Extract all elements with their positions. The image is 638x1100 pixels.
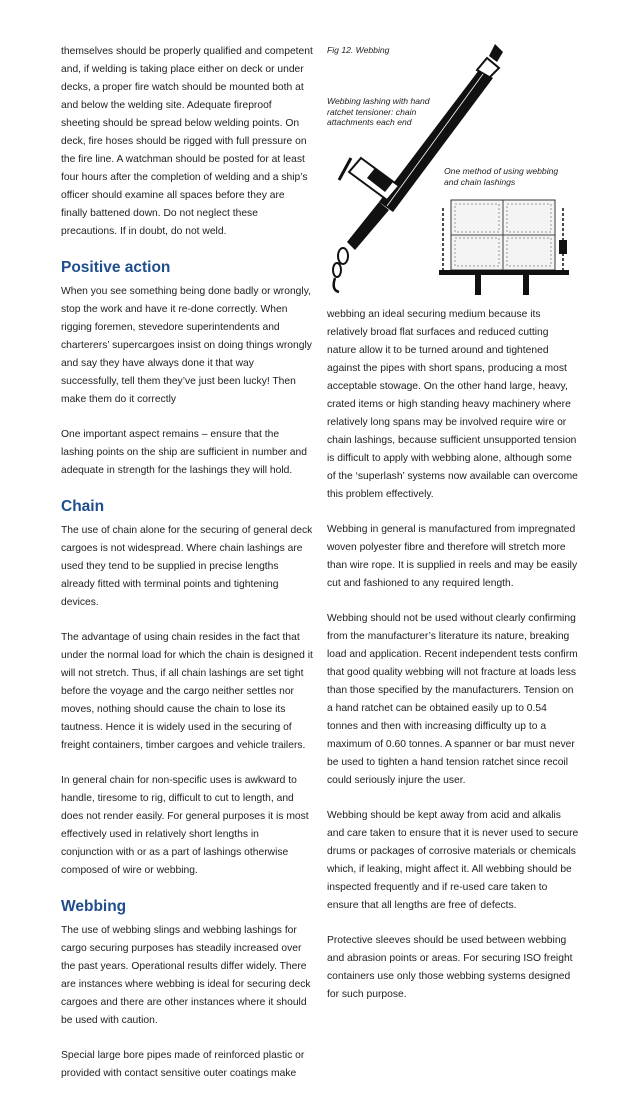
chain-link-icon [338,248,348,264]
top-hook-icon [489,44,503,62]
heading-webbing: Webbing [61,898,127,915]
caption-ratchet: Webbing lashing with hand ratchet tensioner: chain attachments each end [327,96,430,127]
paragraph-welding: themselves should be properly qualified and competent and, if welding is taking place either on deck or under decks, a proper fire watch should be mounted both at and below the welding site. Adequate fireproof sheeting should be spread below welding points. On deck, fire hoses should be rigged with full pressure on the fire line. A watchman should be posted for at least four hours after the completion of welding and a ship’s officer should examine all spaces before they are finally battened down. Do not neglect these precautions. If in doubt, do not weld. [61,46,313,237]
figure-title: Fig 12. Webbing [327,45,390,55]
paragraph-webbing-1: The use of webbing slings and webbing lashings for cargo securing purposes has steadily increased over the past years. Operational results differ widely. There are instances where webbing is ideal for securing deck cargoes and there are other instances where it should be used with caution. [61,925,311,1026]
paragraph-webbing-2: Special large bore pipes made of reinforced plastic or provided with contact sensitive outer coatings make [61,1050,305,1079]
heading-positive-action: Positive action [61,259,171,276]
caption-crate: One method of using webbing and chain lashings [444,166,559,187]
lower-webbing [347,202,389,250]
paragraph-positive-2: One important aspect remains – ensure that the lashing points on the ship are sufficient in number and adequate in strength for the lashings they will hold. [61,429,307,476]
paragraph-positive-1: When you see something being done badly or wrongly, stop the work and have it re-done correctly. When rigging foremen, stevedore superintendents and charterers’ supercargoes insist on doing things wrongly and say they have always done it that way successfully, tell them they’ve just been lucky! Then make them do it correctly [61,286,312,405]
left-column [61,43,313,1100]
paragraph-chain-3: In general chain for non-specific uses is awkward to handle, tiresome to rig, difficult to cut to length, and does not render easily. For general purposes it is most effectively used in relatively short lengths in conjunction with or as a part of lashings otherwise composed of wire or webbing. [61,775,309,876]
paragraph-right-5: Protective sleeves should be used between webbing and abrasion points or areas. For securing ISO freight containers use only those webbing systems designed for such purpose. [327,935,573,1000]
heading-chain: Chain [61,498,105,515]
paragraph-chain-1: The use of chain alone for the securing of general deck cargoes is not widespread. Where chain lashings are used they tend to be supplied in precise lengths already fitted with terminal points and tightening devices. [61,525,313,608]
figure-webbing [327,40,587,302]
webbing-illustration [327,40,587,302]
bottom-hook-icon [334,278,339,292]
ratchet-handle [339,158,351,180]
paragraph-right-1: webbing an ideal securing medium because its relatively broad flat surfaces and reduced cutting nature allow it to be turned around and tightened against the pipes with short spans, producing a most acceptable stowage. On the other hand large, heavy, crated items or high standing heavy machinery where relatively long spans may be involved require wire or chain lashings, because sufficient unsupported tension is difficult to apply with webbing alone, although some of the ‘superlash’ systems now available can overcome this problem effectively. [327,309,578,500]
paragraph-right-4: Webbing should be kept away from acid and alkalis and care taken to ensure that it is never used to secure drums or packages of corrosive materials or chemicals which, if leaking, might affect it. All webbing should be inspected frequently and if re-used care taken to ensure that all lengths are free of defects. [327,810,579,911]
right-column [327,306,579,1021]
paragraph-chain-2: The advantage of using chain resides in the fact that under the normal load for which the chain is designed it will not stretch. Thus, if all chain lashings are set tight before the voyage and the cargo neither settles nor moves, nothing should cause the chain to lose its tautness. Hence it is widely used in the securing of freight containers, timber cargoes and vehicle trailers. [61,632,313,751]
deck-plate [439,270,569,275]
paragraph-right-3: Webbing should not be used without clearly confirming from the manufacturer’s literature its nature, breaking load and application. Recent independent tests confirm that good quality webbing will not fracture at loads less than those specified by the manufacturers. Tension on a hand ratchet can be obtained easily up to 0.54 tonnes and then with increasing difficulty up to a maximum of 0.60 tonnes. A spanner or bar must never be used to tighten a hand tension ratchet since recoil could seriously injure the user. [327,613,578,786]
paragraph-right-2: Webbing in general is manufactured from impregnated woven polyester fibre and therefore will stretch more than wire rope. It is supplied in reels and may be easily cut and fashioned to any required length. [327,524,578,589]
